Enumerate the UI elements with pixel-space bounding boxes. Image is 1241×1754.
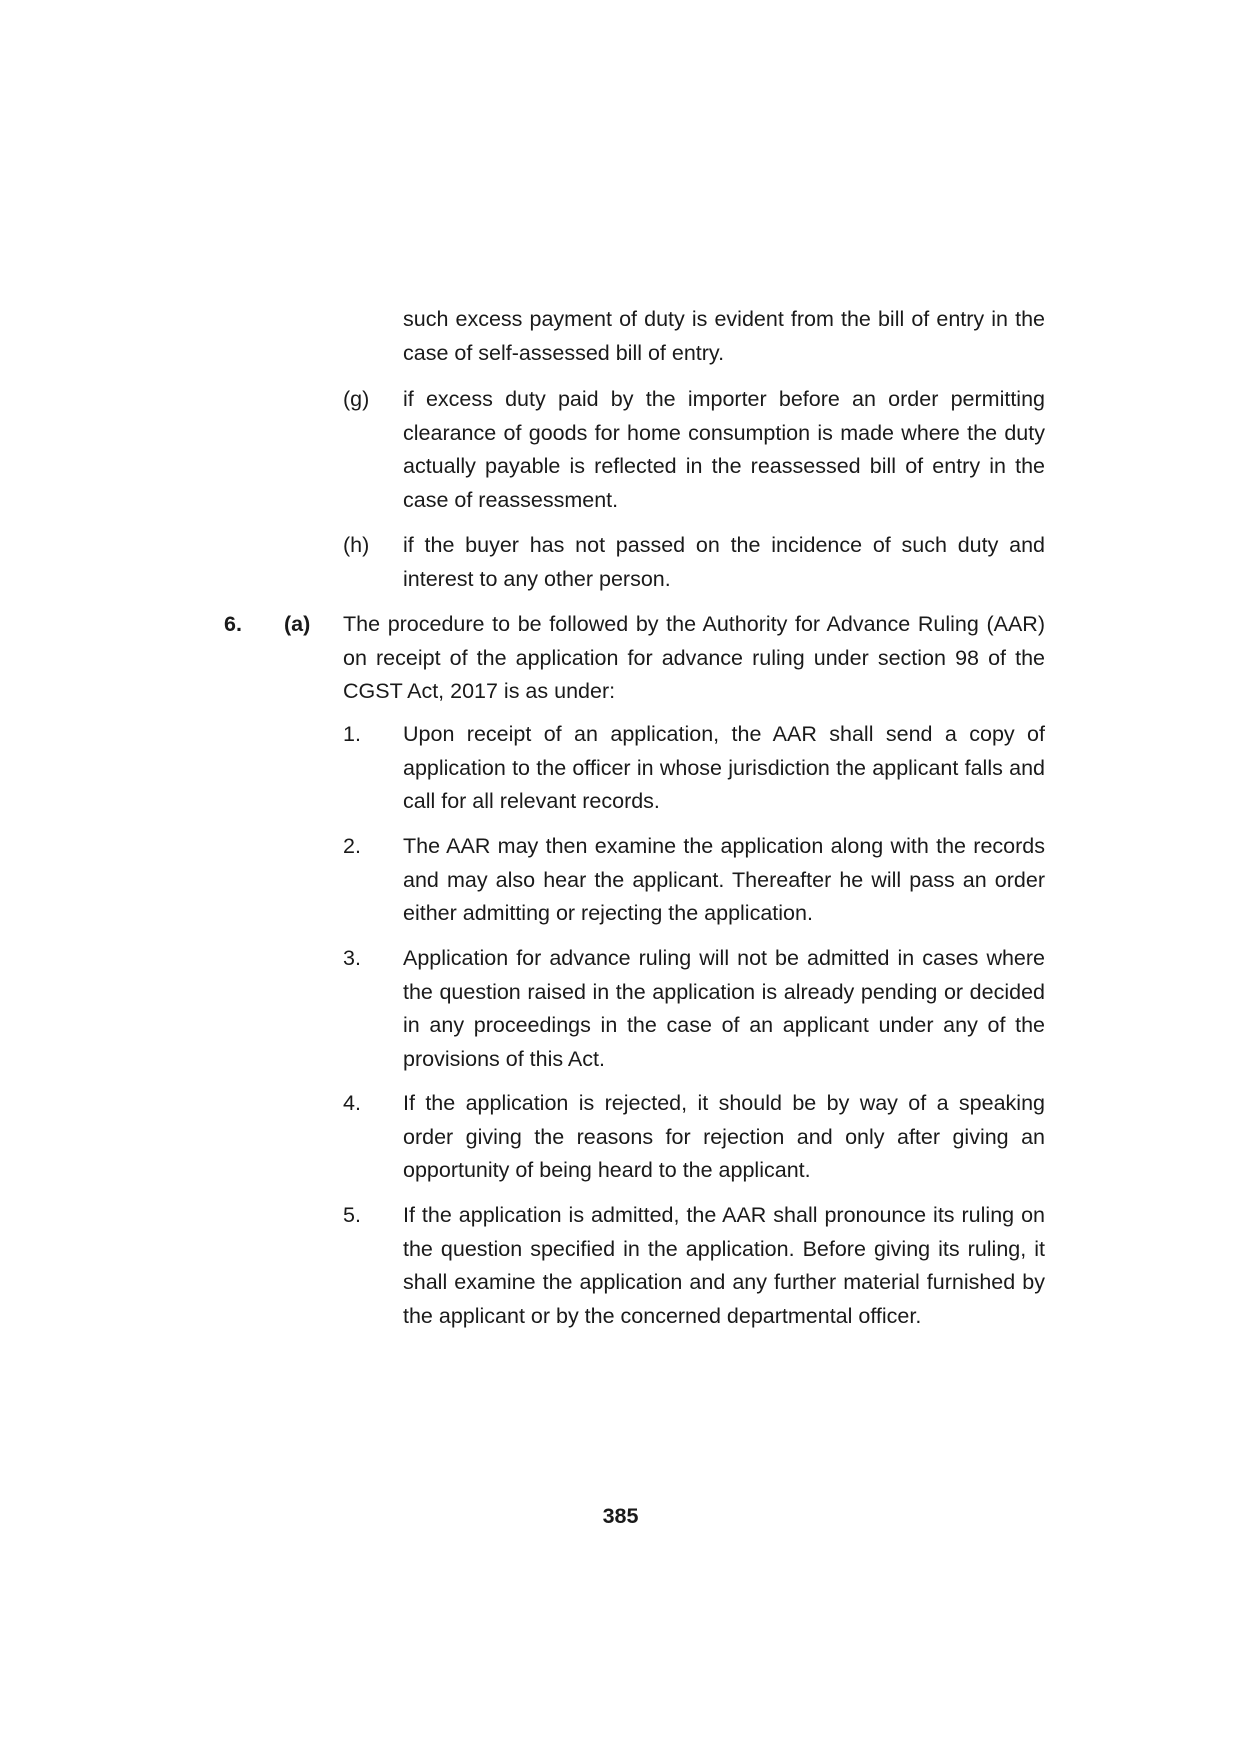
list-item-text: If the application is admitted, the AAR shall pronounce its ruling on the question specified in the application. Before giving its ruling, it shall examine the application and any further material furnished by the applicant or by the concerned departmental officer. xyxy=(403,1203,1045,1328)
clause-g-marker: (g) xyxy=(343,387,370,411)
list-item-marker: 4. xyxy=(343,1091,361,1115)
list-item-marker: 5. xyxy=(343,1203,361,1227)
list-item-marker: 2. xyxy=(343,834,361,858)
list-item-text: If the application is rejected, it should be by way of a speaking order giving the reasons for rejection and only after giving an opportunity of being heard to the applicant. xyxy=(403,1091,1045,1182)
clause-h-marker: (h) xyxy=(343,533,370,557)
list-item-text: Application for advance ruling will not be admitted in cases where the question raised in the application is already pending or decided in any proceedings in the case of an applicant under any of the provisions of this Act. xyxy=(403,946,1045,1071)
list-item-text: Upon receipt of an application, the AAR shall send a copy of application to the officer in whose jurisdiction the applicant falls and call for all relevant records. xyxy=(403,722,1045,813)
list-item-marker: 3. xyxy=(343,946,361,970)
section-intro: The procedure to be followed by the Authority for Advance Ruling (AAR) on receipt of the application for advance ruling under section 98 of the CGST Act, 2017 is as under: xyxy=(343,612,1045,703)
list-item-marker: 1. xyxy=(343,722,361,746)
continuation-paragraph: such excess payment of duty is evident from the bill of entry in the case of self-assessed bill of entry. xyxy=(403,307,1045,365)
section-sub-marker: (a) xyxy=(284,612,311,636)
list-item-text: The AAR may then examine the application along with the records and may also hear the applicant. Thereafter he will pass an order either admitting or rejecting the application. xyxy=(403,834,1045,925)
clause-g-text: if excess duty paid by the importer before an order permitting clearance of goods for home consumption is made where the duty actually payable is reflected in the reassessed bill of entry in the case of reassessment. xyxy=(403,387,1045,512)
page-number: 385 xyxy=(602,1504,639,1528)
clause-h-text: if the buyer has not passed on the incidence of such duty and interest to any other person. xyxy=(403,533,1045,591)
section-number: 6. xyxy=(224,612,242,636)
